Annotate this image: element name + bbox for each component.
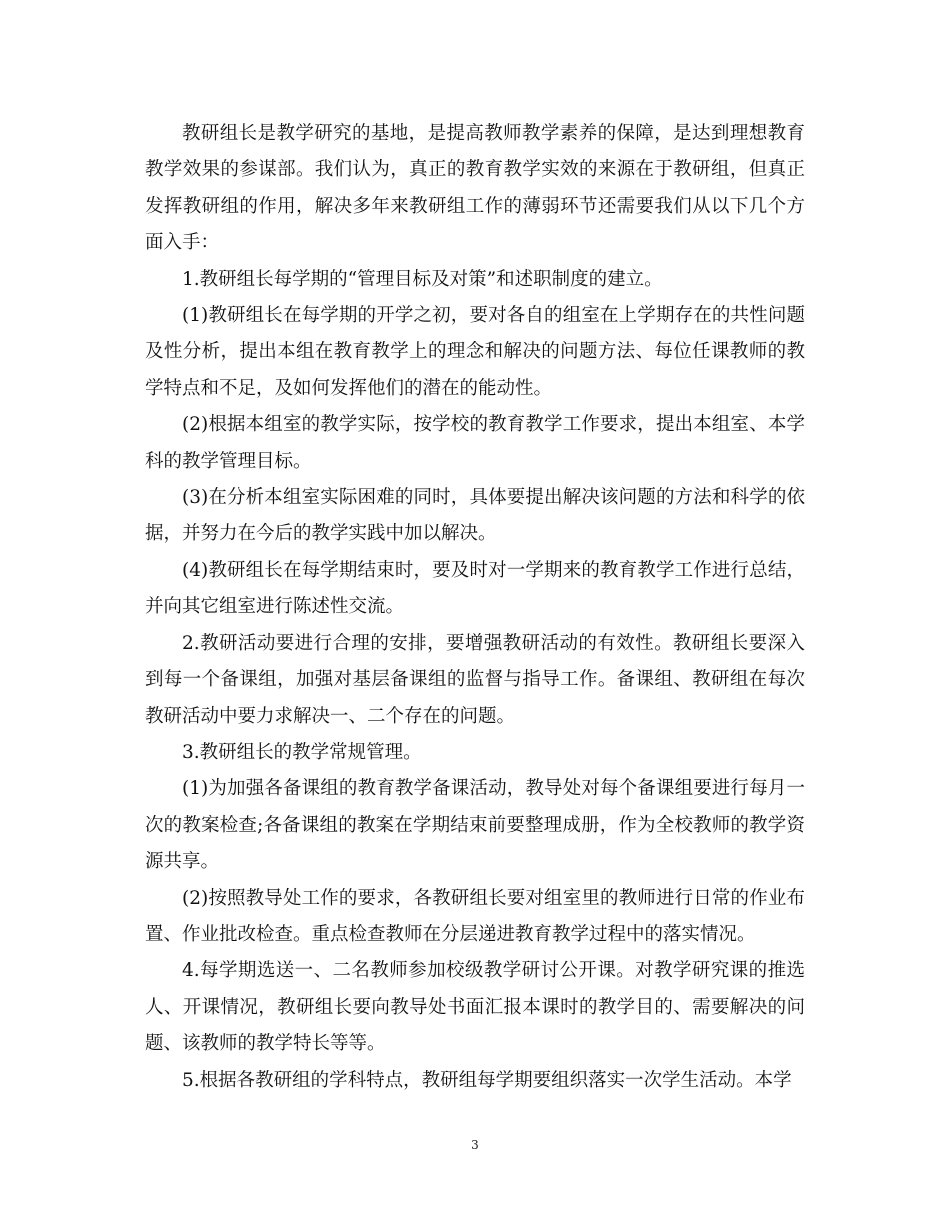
paragraph-item-4: 4.每学期选送一、二名教师参加校级教学研讨公开课。对教学研究课的推选人、开课情况，教研组长要向教导处书面汇报本课时的教学目的、需要解决的问题、该教师的教学特长等等。 [145,960,805,1055]
paragraph-item-1-4: (4)教研组长在每学期结束时，要及时对一学期来的教育教学工作进行总结，并向其它组室进行陈述性交流。 [145,559,805,618]
paragraph-item-1-3: (3)在分析本组室实际困难的同时，具体要提出解决该问题的方法和科学的依据，并努力在今后的教学实践中加以解决。 [145,487,805,545]
paragraph-item-2: 2.教研活动要进行合理的安排，要增强教研活动的有效性。教研组长要深入到每一个备课组，加强对基层备课组的监督与指导工作。备课组、教研组在每次教研活动中要力求解决一、二个存在的问题。 [145,632,805,727]
page-number: 3 [471,1138,479,1152]
paragraph-item-5: 5.根据各教研组的学科特点，教研组每学期要组织落实一次学生活动。本学 [182,1069,792,1091]
document-body [145,116,805,1099]
paragraph-item-1-2: (2)根据本组室的教学实际，按学校的教育教学工作要求，提出本组室、本学科的教学管理目标。 [145,414,805,472]
paragraph-item-1: 1.教研组长每学期的“管理目标及对策”和述职制度的建立。 [182,268,663,290]
paragraph-intro: 教研组长是教学研究的基地，是提高教师教学素养的保障，是达到理想教育教学效果的参谋部。我们认为，真正的教育教学实效的来源在于教研组，但真正发挥教研组的作用，解决多年来教研组工作的薄弱环节还需要我们从以下几个方面入手： [145,123,805,254]
paragraph-item-3: 3.教研组长的教学常规管理。 [182,741,422,763]
paragraph-item-3-1: (1)为加强各备课组的教育教学备课活动，教导处对每个备课组要进行每月一次的教案检查;各备课组的教案在学期结束前要整理成册，作为全校教师的教学资源共享。 [145,778,805,873]
paragraph-item-1-1: (1)教研组长在每学期的开学之初，要对各自的组室在上学期存在的共性问题及性分析，提出本组在教育教学上的理念和解决的问题方法、每位任课教师的教学特点和不足，及如何发挥他们的潜在的能动性。 [145,305,805,399]
paragraph-item-3-2: (2)按照教导处工作的要求，各教研组长要对组室里的教师进行日常的作业布置、作业批改检查。重点检查教师在分层递进教育教学过程中的落实情况。 [145,887,805,945]
